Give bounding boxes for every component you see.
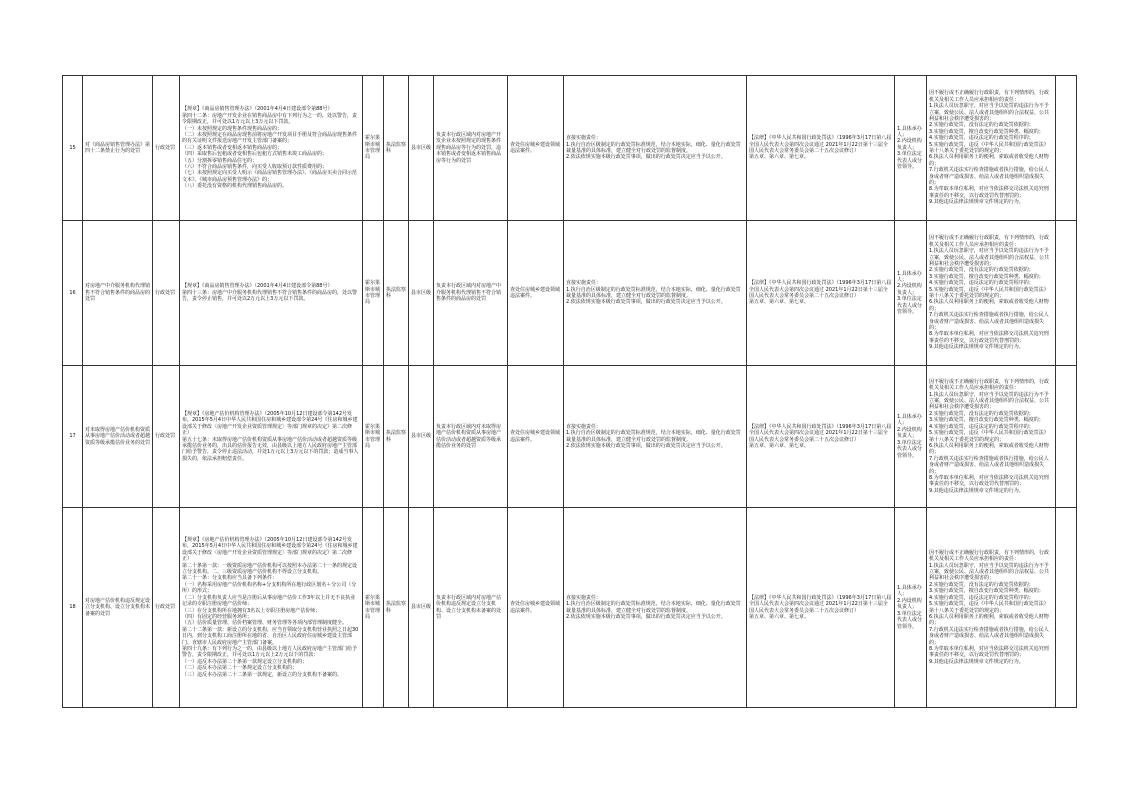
item-type: 行政处罚: [153, 508, 180, 708]
exercise-level: 县市区级: [409, 366, 434, 508]
responsibility-subject: 负责本行政区域内对房地产开发企业未按照规定的现售条件现售商品房等行为的处罚，违本销售或者变相返本销售商品房等行为的处罚: [434, 76, 508, 221]
remarks-cell: [1056, 366, 1077, 508]
row-number: 16: [63, 221, 83, 366]
row-number: 18: [63, 508, 83, 708]
item-name: 对房地产中介服务机构代理销售不符合销售条件的商品房的处罚: [83, 221, 153, 366]
department: 霍尔果斯市城市管理局: [363, 508, 384, 708]
accountable-persons: 1.具体承办人； 2.内设机构负责人； 3.单位法定代表人或分管领导。: [895, 76, 927, 221]
implementation-duty: 直接实施责任： 1.执行自治区级制定的行政处罚标准规范，结合本地实际，细化、量化行政处罚裁量基准的具体标准，建立健全对行政处罚的监督制度。 2.依法依规实施本级行政处罚事项，做出的行政处罚决定应当予以公开。: [564, 76, 747, 221]
internal-unit: 执法监察科: [384, 366, 409, 508]
accountable-persons: 1.具体承办人； 2.内设机构负责人； 3.单位法定代表人或分管领导。: [895, 221, 927, 366]
duty-law-basis: 【法律】《中华人民共和国行政处罚法》（1996年3月17日第八届全国人民代表大会第四次会议通过 2021年1月22日第十三届全国人民代表大会常务委员会第二十五次会议修订） 第五章、第六章、第七章。: [747, 508, 895, 708]
implementation-duty: 直接实施责任： 1.执行自治区级制定的行政处罚标准规范，结合本地实际，细化、量化行政处罚裁量基准的具体标准，建立健全对行政处罚的监督制度。 2.依法依规实施本级行政处罚事项，做出的行政处罚决定应当予以公开。: [564, 508, 747, 708]
item-type: 行政处罚: [153, 221, 180, 366]
internal-unit: 执法监察科: [384, 508, 409, 708]
table-row: [63, 76, 1077, 221]
remarks-cell: [1056, 76, 1077, 221]
accountable-persons: 1.具体承办人； 2.内设机构负责人； 3.单位法定代表人或分管领导。: [895, 508, 927, 708]
table-row: [63, 508, 1077, 708]
responsibility-list-table: [62, 75, 1077, 708]
duty-law-basis: 【法律】《中华人民共和国行政处罚法》（1996年3月17日第八届全国人民代表大会第四次会议通过 2021年1月22日第十三届全国人民代表大会常务委员会第二十五次会议修订） 第五章、第六章、第七章。: [747, 76, 895, 221]
legal-basis: 【规章】《商品房销售管理办法》（2001年4月4日建设部令第88号） 第四十三条：房地产中介服务机构代理销售不符合销售条件的商品房的，处以警告，责令停止销售，并可处以2万元以上3万元以下罚款。: [180, 221, 363, 366]
remarks-cell: [1056, 221, 1077, 366]
implementation-duty: 直接实施责任： 1.执行自治区级制定的行政处罚标准规范，结合本地实际，细化、量化行政处罚裁量基准的具体标准，建立健全对行政处罚的监督制度。 2.依法依规实施本级行政处罚事项，做出的行政处罚决定应当予以公开。: [564, 221, 747, 366]
verification-duty: 查处住房城乡建设领域违法案件。: [508, 366, 564, 508]
accountability-circumstances: 因不履行或不正确履行行政职责，有下列情形的，行政机关及相关工作人员应承担相应的责任： 1.执法人员玩忽职守，对应当予以处罚的违法行为不予立案，致使公民、法人或者其他组织的合法权益、公共利益和社会秩序遭受损害的； 2.实施行政处罚，没有法定的行政处罚依据的； 3.实施行政处罚，擅自改变行政处罚种类、幅度的； 4.实施行政处罚，违反法定的行政处罚程序的； 5.实施行政处罚，违反《中华人民共和国行政处罚法》第十八条关于委托处罚的规定的； 6.执法人员利用职务上的便利，索取或者收受他人财物的； 7.行政机关违法实行检查措施或者执行措施，给公民人身或者财产造成损害、给法人或者其他组织造成损失的； 8.为牟取本单位私利，对应当依法移交司法机关追究刑事责任的不移交，以行政处罚代替刑罚的； 9.其他违反法律法规规章文件规定的行为。: [927, 221, 1056, 366]
legal-basis: 【规章】《商品房销售管理办法》（2001年4月4日建设部令第88号） 第四十二条：房地产开发企业在销售商品房中有下列行为之一的，处以警告，责令限期改正，并可处以1万元以上3万元以下罚款。 （一）未按照规定的现售条件现售商品房的； （二）未按照规定在商品房现售前将房地产开发项目手册及符合商品房现售条件的有关证明文件报送房地产开发主管部门备案的； （三）返本销售或者变相返本销售商品房的； （四）采取售后包租或者变相售后包租方式销售未竣工商品房的； （五）分割拆零销售商品住宅的； （六）不符合商品房销售条件，向买受人收取预订款性质费用的； （七）未按照规定向买受人明示《商品房销售管理办法》、《商品房买卖合同示范文本》、《城市商品房预售管理办法》的； （八）委托没有资格的机构代理销售商品房的。: [180, 76, 363, 221]
implementation-duty: 直接实施责任： 1.执行自治区级制定的行政处罚标准规范，结合本地实际，细化、量化行政处罚裁量基准的具体标准，建立健全对行政处罚的监督制度。 2.依法依规实施本级行政处罚事项，做出的行政处罚决定应当予以公开。: [564, 366, 747, 508]
legal-basis: 【规章】《房地产估价机构管理办法》（2005年10月12日建设部令第142号发布，2015年5月4日中华人民共和国住房和城乡建设部令第24号《住房和城乡建设部关于修改〈房地产开发企业资质管理规定〉等部门规章的决定》第二次修正） 第二十条第一款：一级资质房地产估价机构可以按照本办法第二十一条的规定设立分支机构。二、三级资质房地产估价机构不得设立分支机构。 第二十一条：分支机构应当具备下列条件： （一）名称采用房地产估价机构名称+分支机构所在地行政区划名＋分公司（分所）的形式； （二）分支机构负责人应当是注册后从事房地产估价工作3年以上并无不良执业记录的专职注册房地产估价师； （三）在分支机构所在地拥有3名以上专职注册房地产估价师； （四）有固定的经营服务场所； （五）估价质量管理、估价档案管理、财务管理等各项内部管理制度健全。 第二十二条第一款：新设立的分支机构，应当自领取分支机构营业执照之日起30日内，到分支机构工商注册所在地的省、自治区人民政府住房城乡建设主管部门、直辖市人民政府房地产主管部门备案。 第四十九条：有下列行为之一的，由县级以上地方人民政府房地产主管部门给予警告，责令限期改正，并可处以1万元以上2万元以下的罚款： （一）违反本办法第二十条第一款规定设立分支机构的； （二）违反本办法第二十一条规定设立分支机构的； （三）违反本办法第二十二条第一款规定，新设立的分支机构不备案的。: [180, 508, 363, 708]
remarks-cell: [1056, 508, 1077, 708]
department: 霍尔果斯市城市管理局: [363, 366, 384, 508]
accountability-circumstances: 因不履行或不正确履行行政职责，有下列情形的，行政机关及相关工作人员应承担相应的责任： 1.执法人员玩忽职守，对应当予以处罚的违法行为不予立案，致使公民、法人或者其他组织的合法权益、公共利益和社会秩序遭受损害的； 2.实施行政处罚，没有法定的行政处罚依据的； 3.实施行政处罚，擅自改变行政处罚种类、幅度的； 4.实施行政处罚，违反法定的行政处罚程序的； 5.实施行政处罚，违反《中华人民共和国行政处罚法》第十八条关于委托处罚的规定的； 6.执法人员利用职务上的便利，索取或者收受他人财物的； 7.行政机关违法实行检查措施或者执行措施，给公民人身或者财产造成损害、给法人或者其他组织造成损失的； 8.为牟取本单位私利，对应当依法移交司法机关追究刑事责任的不移交，以行政处罚代替刑罚的； 9.其他违反法律法规规章文件规定的行为。: [927, 76, 1056, 221]
internal-unit: 执法监察科: [384, 76, 409, 221]
item-name: 对房地产估价机构违反规定设立分支机构、设立分支机构未备案的处罚: [83, 508, 153, 708]
row-number: 17: [63, 366, 83, 508]
accountability-circumstances: 因不履行或不正确履行行政职责，有下列情形的，行政机关及相关工作人员应承担相应的责任： 1.执法人员玩忽职守，对应当予以处罚的违法行为不予立案，致使公民、法人或者其他组织的合法权益、公共利益和社会秩序遭受损害的； 2.实施行政处罚，没有法定的行政处罚依据的； 3.实施行政处罚，擅自改变行政处罚种类、幅度的； 4.实施行政处罚，违反法定的行政处罚程序的； 5.实施行政处罚，违反《中华人民共和国行政处罚法》第十八条关于委托处罚的规定的； 6.执法人员利用职务上的便利，索取或者收受他人财物的； 7.行政机关违法实行检查措施或者执行措施，给公民人身或者财产造成损害、给法人或者其他组织造成损失的； 8.为牟取本单位私利，对应当依法移交司法机关追究刑事责任的不移交，以行政处罚代替刑罚的； 9.其他违反法律法规规章文件规定的行为。: [927, 508, 1056, 708]
exercise-level: 县市区级: [409, 508, 434, 708]
verification-duty: 查处住房城乡建设领域违法案件。: [508, 508, 564, 708]
department: 霍尔果斯市城市管理局: [363, 221, 384, 366]
item-name: 对《商品房销售管理办法》第四十二条禁止行为的处罚: [83, 76, 153, 221]
item-type: 行政处罚: [153, 76, 180, 221]
verification-duty: 查处住房城乡建设领域违法案件。: [508, 76, 564, 221]
duty-law-basis: 【法律】《中华人民共和国行政处罚法》（1996年3月17日第八届全国人民代表大会第四次会议通过 2021年1月22日第十三届全国人民代表大会常务委员会第二十五次会议修订） 第五章、第六章、第七章。: [747, 366, 895, 508]
exercise-level: 县市区级: [409, 76, 434, 221]
table-row: [63, 221, 1077, 366]
internal-unit: 执法监察科: [384, 221, 409, 366]
item-name: 对未取得房地产估价机构资质从事房地产估价活动或者超越资质等级承揽估价业务的处罚: [83, 366, 153, 508]
accountable-persons: 1.具体承办人； 2.内设机构负责人； 3.单位法定代表人或分管领导。: [895, 366, 927, 508]
department: 霍尔果斯市城市管理局: [363, 76, 384, 221]
legal-basis: 【规章】《房地产估价机构管理办法》（2005年10月12日建设部令第142号发布，2015年5月4日中华人民共和国住房和城乡建设部令第24号《住房和城乡建设部关于修改〈房地产开发企业资质管理规定〉等部门规章的决定》第二次修正） 第五十七条：未取得房地产估价机构资质从事房地产估价活动或者超越资质等级承揽估价业务的，出具的估价报告无效，由县级以上地方人民政府房地产主管部门给予警告，责令停止违法活动，并处1万元以上3万元以下的罚款；造成当事人损失的，依法承担赔偿责任。: [180, 366, 363, 508]
duty-law-basis: 【法律】《中华人民共和国行政处罚法》（1996年3月17日第八届全国人民代表大会第四次会议通过 2021年1月22日第十三届全国人民代表大会常务委员会第二十五次会议修订） 第五章、第六章、第七章。: [747, 221, 895, 366]
exercise-level: 县市区级: [409, 221, 434, 366]
verification-duty: 查处住房城乡建设领域违法案件。: [508, 221, 564, 366]
responsibility-subject: 负责本行政区域内对房地产中介服务机构代理销售不符合销售条件的商品房的处罚: [434, 221, 508, 366]
responsibility-subject: 负责本行政区域内对房地产估价机构违反规定设立分支机构、设立分支机构未备案的处罚: [434, 508, 508, 708]
accountability-circumstances: 因不履行或不正确履行行政职责，有下列情形的，行政机关及相关工作人员应承担相应的责任： 1.执法人员玩忽职守，对应当予以处罚的违法行为不予立案，致使公民、法人或者其他组织的合法权益、公共利益和社会秩序遭受损害的； 2.实施行政处罚，没有法定的行政处罚依据的； 3.实施行政处罚，擅自改变行政处罚种类、幅度的； 4.实施行政处罚，违反法定的行政处罚程序的； 5.实施行政处罚，违反《中华人民共和国行政处罚法》第十八条关于委托处罚的规定的； 6.执法人员利用职务上的便利，索取或者收受他人财物的； 7.行政机关违法实行检查措施或者执行措施，给公民人身或者财产造成损害、给法人或者其他组织造成损失的； 8.为牟取本单位私利，对应当依法移交司法机关追究刑事责任的不移交，以行政处罚代替刑罚的； 9.其他违反法律法规规章文件规定的行为。: [927, 366, 1056, 508]
row-number: 15: [63, 76, 83, 221]
item-type: 行政处罚: [153, 366, 180, 508]
responsibility-subject: 负责本行政区域内对未取得房地产估价机构资质从事房地产估价活动或者超越资质等级承揽估价业务的处罚: [434, 366, 508, 508]
table-row: [63, 366, 1077, 508]
